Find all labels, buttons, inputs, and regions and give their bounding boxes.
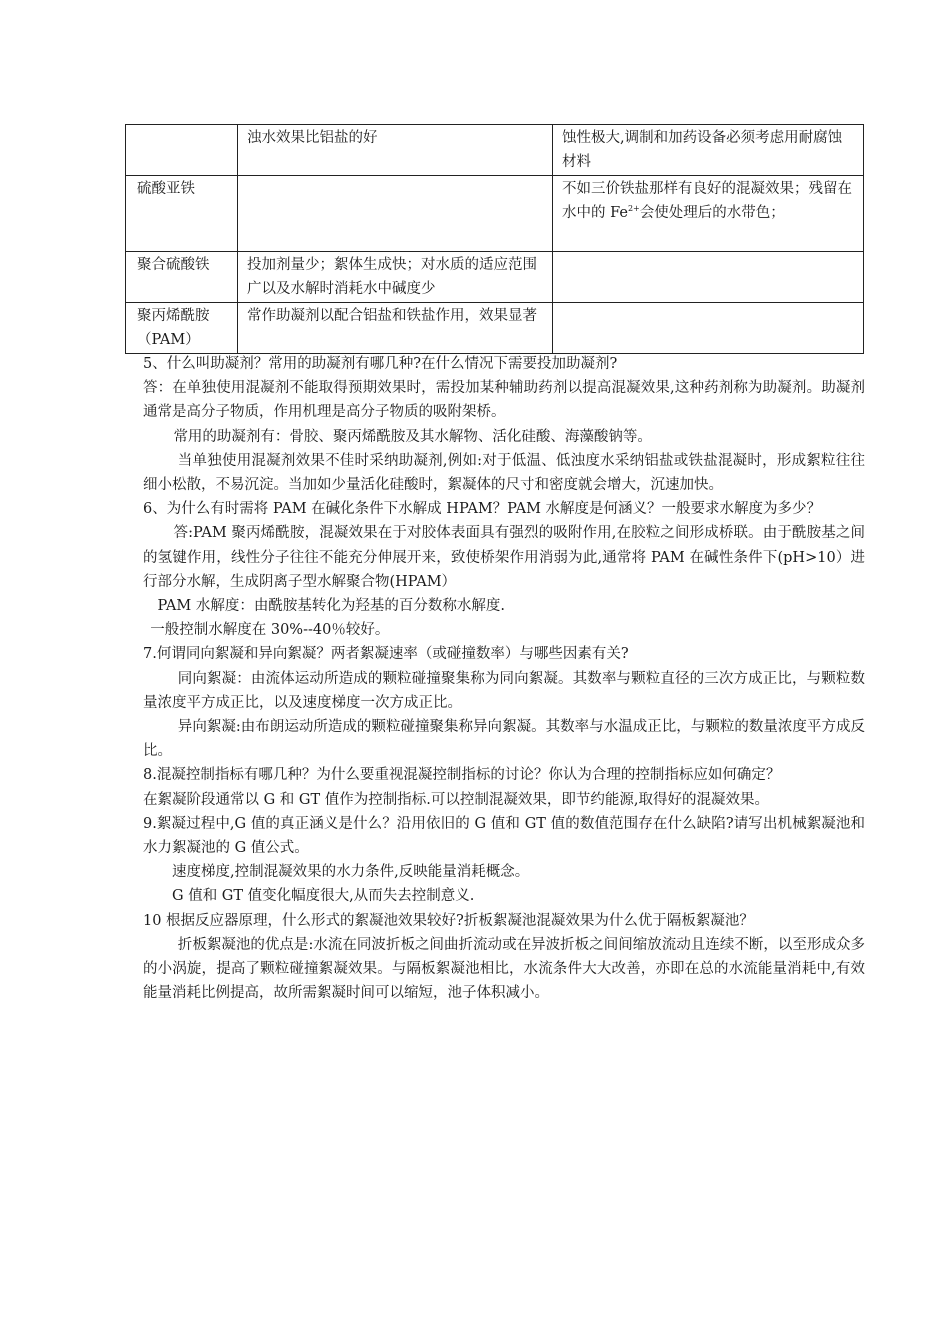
answer-paragraph: 速度梯度,控制混凝效果的水力条件,反映能量消耗概念。 — [172, 864, 530, 881]
table-row — [126, 252, 864, 303]
table-cell-name: 聚合硫酸铁 — [126, 252, 238, 303]
answer-paragraph: 异向絮凝:由布朗运动所造成的颗粒碰撞聚集称异向絮凝。其数率与水温成正比，与颗粒的数量浓度平方成反比。 — [143, 719, 865, 760]
table-cell-advantage: 浊水效果比铝盐的好 — [238, 125, 553, 176]
answer-paragraph: 在絮凝阶段通常以 G 和 GT 值作为控制指标.可以控制混凝效果，即节约能源,取得好的混凝效果。 — [143, 791, 769, 808]
table-cell-advantage — [238, 176, 553, 252]
answer-paragraph: 同向絮凝：由流体运动所造成的颗粒碰撞聚集称为同向絮凝。其数率与颗粒直径的三次方成正比，与颗粒数量浓度平方成正比，以及速度梯度一次方成正比。 — [143, 670, 865, 711]
table-row — [126, 176, 864, 252]
answer-paragraph: 一般控制水解度在 30%--40％较好。 — [150, 622, 390, 639]
table-cell-name — [126, 125, 238, 176]
table-cell-disadvantage — [553, 252, 864, 303]
disadvantage-text-cont: 会使处理后的水带色； — [639, 205, 785, 221]
document-body — [143, 352, 865, 1005]
table-cell-disadvantage: 蚀性极大,调制和加药设备必须考虑用耐腐蚀材料 — [553, 125, 864, 176]
table-cell-disadvantage — [553, 303, 864, 354]
answer-paragraph: G 值和 GT 值变化幅度很大,从而失去控制意义. — [172, 888, 475, 905]
answer-paragraph: 答:PAM 聚丙烯酰胺，混凝效果在于对胶体表面具有强烈的吸附作用,在胶粒之间形成桥联。由于酰胺基之间的氢键作用，线性分子往往不能充分伸展开来，致使桥架作用消弱为此,通常将 PAM 在碱性条件下(pH>10）进行部分水解，生成阴离子型水解聚合物(HPAM） — [143, 525, 865, 590]
question-6: 6、为什么有时需将 PAM 在碱化条件下水解成 HPAM？PAM 水解度是何涵义？一般要求水解度为多少？ — [143, 501, 822, 518]
table-cell-advantage: 投加剂量少；絮体生成快；对水质的适应范围广以及水解时消耗水中碱度少 — [238, 252, 553, 303]
disadvantage-text: 不如三价铁盐那样有良好的混凝效果；残留在水中的 Fe — [562, 181, 852, 221]
question-10: 10 根据反应器原理，什么形式的絮凝池效果较好?折板絮凝池混凝效果为什么优于隔板絮凝池？ — [143, 912, 754, 929]
table-cell-name: 硫酸亚铁 — [126, 176, 238, 252]
coagulant-comparison-table — [125, 124, 864, 354]
answer-paragraph: 答：在单独使用混凝剂不能取得预期效果时，需投加某种辅助药剂以提高混凝效果,这种药剂称为助凝剂。助凝剂通常是高分子物质，作用机理是高分子物质的吸附架桥。 — [143, 380, 865, 421]
answer-paragraph: 折板絮凝池的优点是:水流在同波折板之间曲折流动或在异波折板之间间缩放流动且连续不断，以至形成众多的小涡旋，提高了颗粒碰撞絮凝效果。与隔板絮凝池相比，水流条件大大改善，亦即在总的水流能量消耗中,有效能量消耗比例提高，故所需絮凝时间可以缩短，池子体积减小。 — [143, 936, 865, 1002]
answer-paragraph: 常用的助凝剂有：骨胶、聚丙烯酰胺及其水解物、活化硅酸、海藻酸钠等。 — [173, 428, 652, 445]
table-row — [126, 303, 864, 354]
answer-paragraph: 当单独使用混凝剂效果不佳时采纳助凝剂,例如:对于低温、低浊度水采纳铝盐或铁盐混凝时，形成絮粒往往细小松散，不易沉淀。当加如少量活化硅酸时，絮凝体的尺寸和密度就会增大，沉速加快。 — [143, 452, 865, 494]
table-cell-disadvantage — [553, 176, 864, 252]
question-7: 7.何谓同向絮凝和异向絮凝？两者絮凝速率（或碰撞数率）与哪些因素有关? — [143, 646, 629, 663]
question-5: 5、什么叫助凝剂？常用的助凝剂有哪几种?在什么情况下需要投加助凝剂? — [143, 356, 618, 372]
question-8: 8.混凝控制指标有哪几种？为什么要重视混凝控制指标的讨论？你认为合理的控制指标应如何确定？ — [143, 767, 781, 784]
table-cell-advantage: 常作助凝剂以配合铝盐和铁盐作用，效果显著 — [238, 303, 553, 354]
table-row — [126, 125, 864, 176]
answer-paragraph: PAM 水解度：由酰胺基转化为羟基的百分数称水解度. — [157, 598, 505, 615]
table-cell-name: 聚丙烯酰胺（PAM） — [126, 303, 238, 354]
question-9: 9.絮凝过程中,G 值的真正涵义是什么？沿用依旧的 G 值和 GT 值的数值范围存在什么缺陷?请写出机械絮凝池和水力絮凝池的 G 值公式。 — [143, 815, 865, 857]
ion-charge: 2+ — [627, 204, 640, 213]
